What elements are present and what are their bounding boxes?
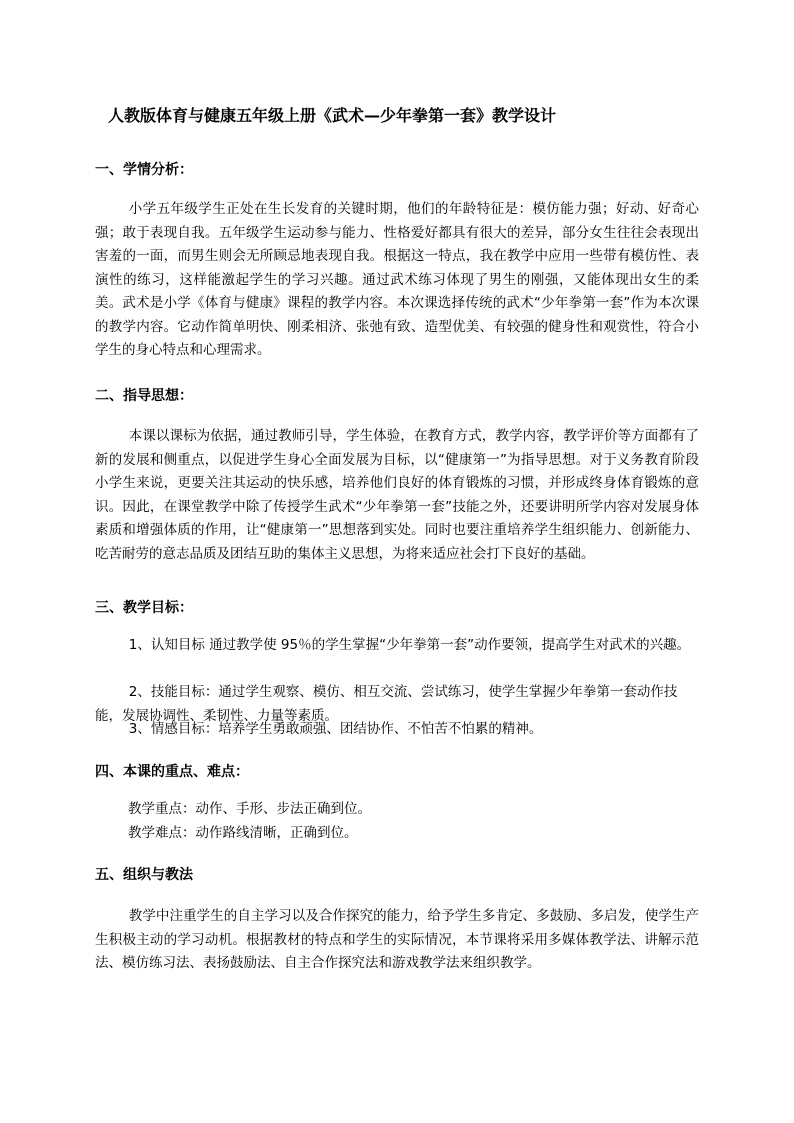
section-heading-guiding-ideology: 二、指导思想：: [95, 388, 193, 404]
section-heading-learning-analysis: 一、学情分析：: [95, 162, 193, 178]
paragraph-organization-methods: 教学中注重学生的自主学习以及合作探究的能力，给予学生多肯定、多鼓励、多启发，使学生产生积极主动的学习动机。根据教材的特点和学生的实际情况，本节课将采用多媒体教学法、讲解示范法、模仿练习法、表扬鼓励法、自主合作探究法和游戏教学法来组织教学。: [95, 908, 699, 971]
section-heading-key-points: 四、本课的重点、难点：: [95, 764, 249, 780]
paragraph-learning-analysis: 小学五年级学生正处在生长发育的关键时期，他们的年龄特征是：模仿能力强；好动、好奇心强；敢于表现自我。五年级学生运动参与能力、性格爱好都具有很大的差异，部分女生往往会表现出害羞的一面，而男生则会无所顾忌地表现自我。根据这一特点，我在教学中应用一些带有模仿性、表演性的练习，这样能激起学生的学习兴趣。通过武术练习体现了男生的刚强，又能体现出女生的柔美。武术是小学《体育与健康》课程的教学内容。本次课选择传统的武术“少年拳第一套”作为本次课的教学内容。它动作简单明快、刚柔相济、张弛有致、造型优美、有较强的健身性和观赏性，符合小学生的身心特点和心理需求。: [95, 201, 699, 358]
goal-emotional: 3、情感目标：培养学生勇敢顽强、团结协作、不怕苦不怕累的精神。: [128, 721, 543, 737]
document-title: 人教版体育与健康五年级上册《武术—少年拳第一套》教学设计: [108, 106, 557, 125]
goal-cognitive: 1、认知目标 通过教学使 95％的学生掌握“少年拳第一套”动作要领，提高学生对武术的兴趣。: [128, 637, 691, 653]
section-heading-teaching-goals: 三、教学目标：: [95, 600, 193, 616]
key-point-line: 教学重点：动作、手形、步法正确到位。: [128, 801, 371, 817]
section-heading-organization-methods: 五、组织与教法: [95, 867, 193, 883]
difficulty-line: 教学难点：动作路线清晰，正确到位。: [128, 825, 358, 841]
goal-skill: 2、技能目标：通过学生观察、模仿、相互交流、尝试练习，使学生掌握少年拳第一套动作技能，发展协调性、柔韧性、力量等素质。: [95, 684, 678, 724]
paragraph-guiding-ideology: 本课以课标为依据，通过教师引导，学生体验，在教育方式，教学内容，教学评价等方面都有了新的发展和侧重点，以促进学生身心全面发展为目标，以“健康第一”为指导思想。对于义务教育阶段小学生来说，更要关注其运动的快乐感，培养他们良好的体育锻炼的习惯，并形成终身体育锻炼的意识。因此，在课堂教学中除了传授学生武术“少年拳第一套”技能之外，还要讲明所学内容对发展身体素质和增强体质的作用，让“健康第一”思想落到实处。同时也要注重培养学生组织能力、创新能力、吃苦耐劳的意志品质及团结互助的集体主义思想，为将来适应社会打下良好的基础。: [95, 428, 699, 562]
